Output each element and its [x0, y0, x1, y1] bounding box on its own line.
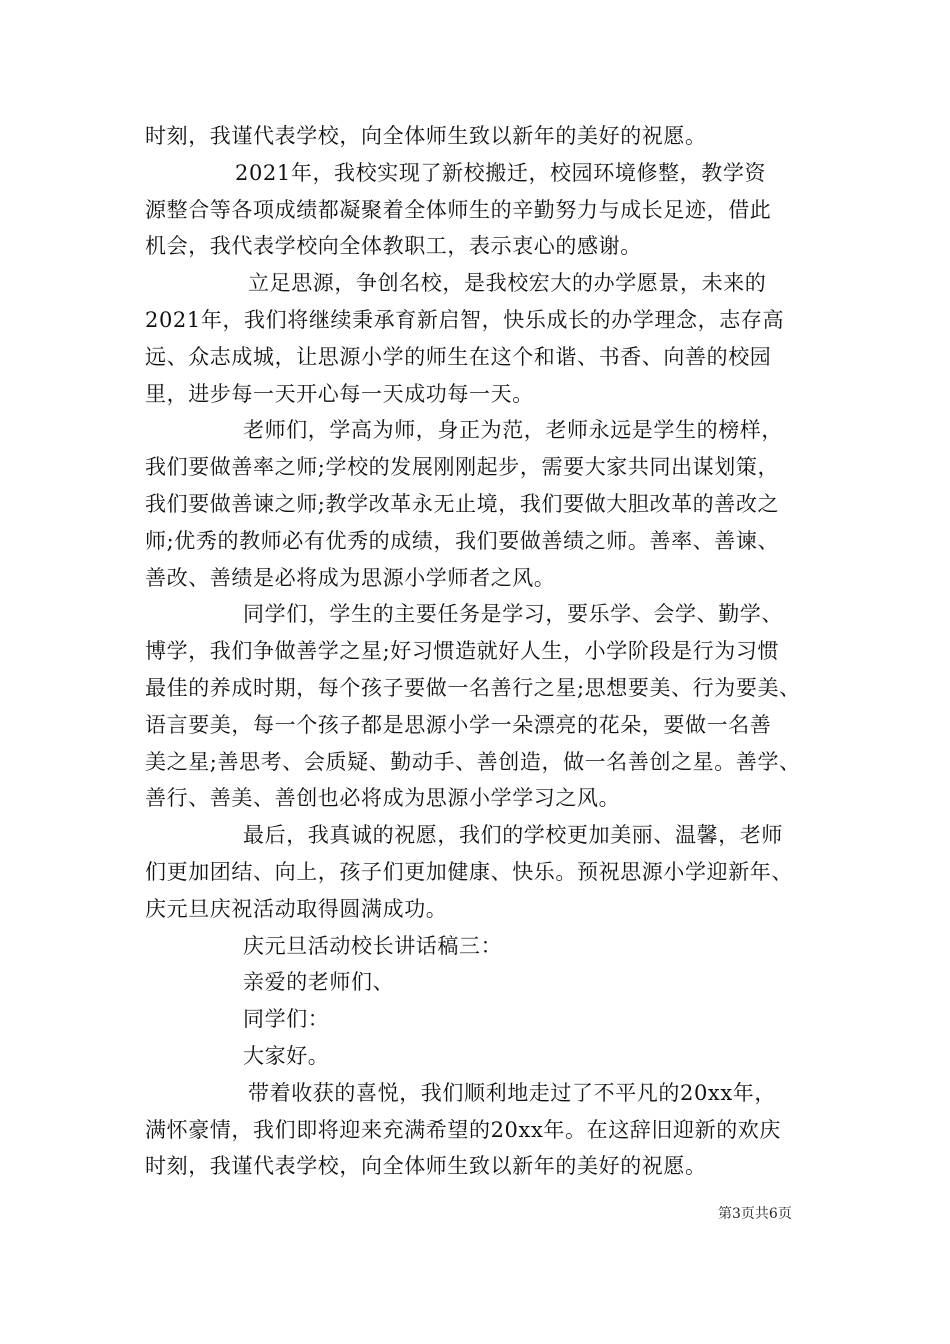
text-line: 我们要做善率之师;学校的发展刚刚起步，需要大家共同出谋划策， [145, 455, 780, 480]
text-line: 立足思源，争创名校，是我校宏大的办学愿景，未来的 [248, 271, 767, 296]
text-line: 善改、善绩是必将成为思源小学师者之风。 [145, 565, 556, 590]
text-line: 善行、善美、善创也必将成为思源小学学习之风。 [145, 786, 621, 811]
section-heading: 庆元旦活动校长讲话稿三： [243, 933, 503, 958]
text-line: 师;优秀的教师必有优秀的成绩，我们要做善绩之师。善率、善谏、 [145, 528, 780, 553]
salutation-line: 同学们： [243, 1007, 330, 1032]
text-line: 带着收获的喜悦，我们顺利地走过了不平凡的20xx年， [248, 1080, 777, 1105]
text-line: 庆元旦庆祝活动取得圆满成功。 [145, 896, 448, 921]
text-line: 最后，我真诚的祝愿，我们的学校更加美丽、温馨，老师 [243, 823, 783, 848]
text-line: 2021年，我校实现了新校搬迁，校园环境修整，教学资 [235, 160, 767, 185]
document-body [145, 118, 810, 1185]
text-line: 们更加团结、向上，孩子们更加健康、快乐。预祝思源小学迎新年、 [145, 859, 793, 884]
text-line: 机会，我代表学校向全体教职工，表示衷心的感谢。 [145, 234, 642, 259]
text-line: 远、众志成城，让思源小学的师生在这个和谐、书香、向善的校园 [145, 344, 772, 369]
text-line: 美之星;善思考、会质疑、勤动手、善创造，做一名善创之星。善学、 [145, 749, 801, 774]
text-line: 最佳的养成时期，每个孩子要做一名善行之星;思想要美、行为要美、 [145, 675, 801, 700]
text-line: 老师们，学高为师，身正为范，老师永远是学生的榜样， [243, 418, 783, 443]
text-line: 时刻，我谨代表学校，向全体师生致以新年的美好的祝愿。 [145, 124, 707, 148]
text-line: 语言要美，每一个孩子都是思源小学一朵漂亮的花朵，要做一名善 [145, 712, 772, 737]
text-line: 里，进步每一天开心每一天成功每一天。 [145, 381, 534, 406]
text-line: 2021年，我们将继续秉承育新启智，快乐成长的办学理念，志存高 [145, 307, 785, 332]
salutation-line: 亲爱的老师们、 [243, 970, 395, 995]
text-line: 同学们，学生的主要任务是学习，要乐学、会学、勤学、 [243, 602, 783, 627]
text-line: 博学，我们争做善学之星;好习惯造就好人生，小学阶段是行为习惯 [145, 639, 780, 664]
text-line: 时刻，我谨代表学校，向全体师生致以新年的美好的祝愿。 [145, 1154, 707, 1179]
page-number: 第3页共6页 [718, 1206, 792, 1222]
text-line: 我们要做善谏之师;教学改革永无止境，我们要做大胆改革的善改之 [145, 491, 780, 516]
text-line: 源整合等各项成绩都凝聚着全体师生的辛勤努力与成长足迹，借此 [145, 197, 772, 222]
greeting-line: 大家好。 [243, 1043, 330, 1068]
text-line: 满怀豪情，我们即将迎来充满希望的20xx年。在这辞旧迎新的欢庆 [145, 1117, 782, 1142]
